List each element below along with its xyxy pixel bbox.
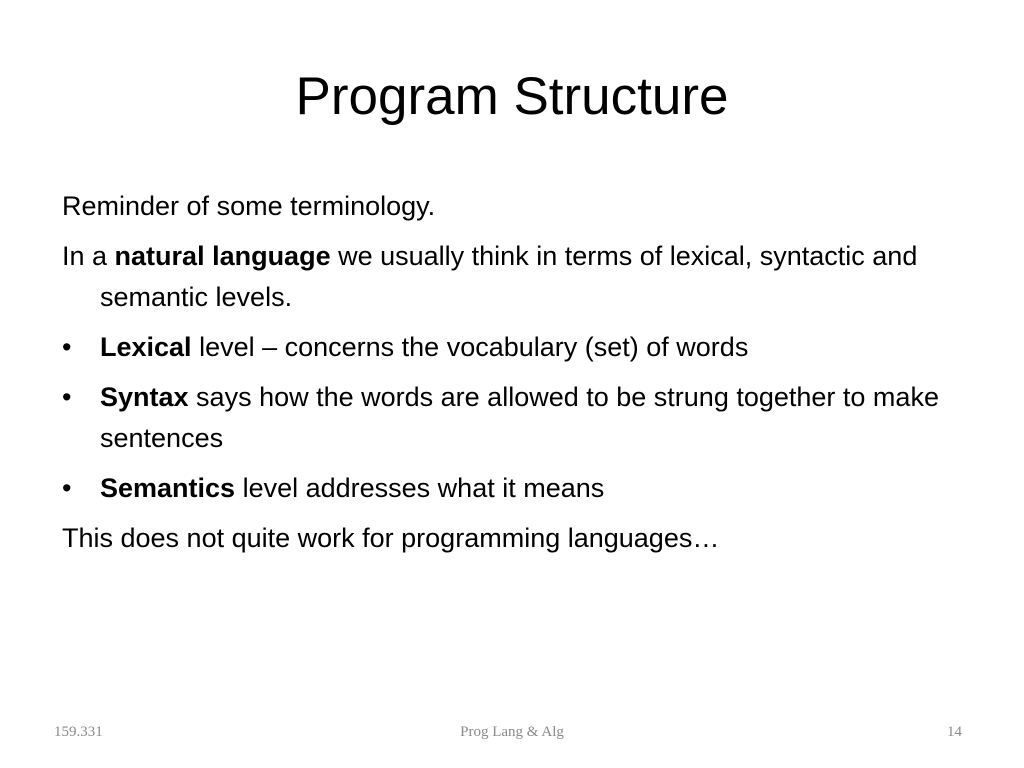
bullet-item-syntax (62, 377, 962, 459)
paragraph-conclusion-text: This does not quite work for programming languages… (62, 523, 720, 553)
paragraph-reminder-text: Reminder of some terminology. (62, 191, 436, 221)
bullet-icon: • (62, 473, 72, 503)
bullet-item-semantics (62, 468, 962, 509)
term-natural-language: natural language (114, 241, 331, 271)
paragraph-natural-language (62, 236, 962, 318)
slide-body (62, 186, 962, 568)
bullet-text: says how the words are allowed to be strung together to make sentences (100, 382, 939, 453)
bullet-text: level addresses what it means (235, 473, 605, 503)
paragraph-conclusion (62, 518, 962, 559)
bullet-icon: • (62, 382, 72, 412)
bullet-icon: • (62, 332, 72, 362)
footer-course-code: 159.331 (54, 724, 103, 740)
bullet-item-lexical (62, 327, 962, 368)
footer-page-number: 14 (947, 724, 962, 740)
term-syntax: Syntax (100, 382, 189, 412)
slide-title: Program Structure (295, 67, 729, 126)
footer-course-name: Prog Lang & Alg (460, 724, 564, 740)
paragraph-prefix: In a (62, 241, 115, 271)
bullet-text: level – concerns the vocabulary (set) of words (191, 332, 749, 362)
paragraph-reminder (62, 186, 962, 227)
term-semantics: Semantics (100, 473, 236, 503)
term-lexical: Lexical (100, 332, 192, 362)
paragraph-rest: we usually think in terms of lexical, syntactic and semantic levels. (100, 241, 918, 312)
